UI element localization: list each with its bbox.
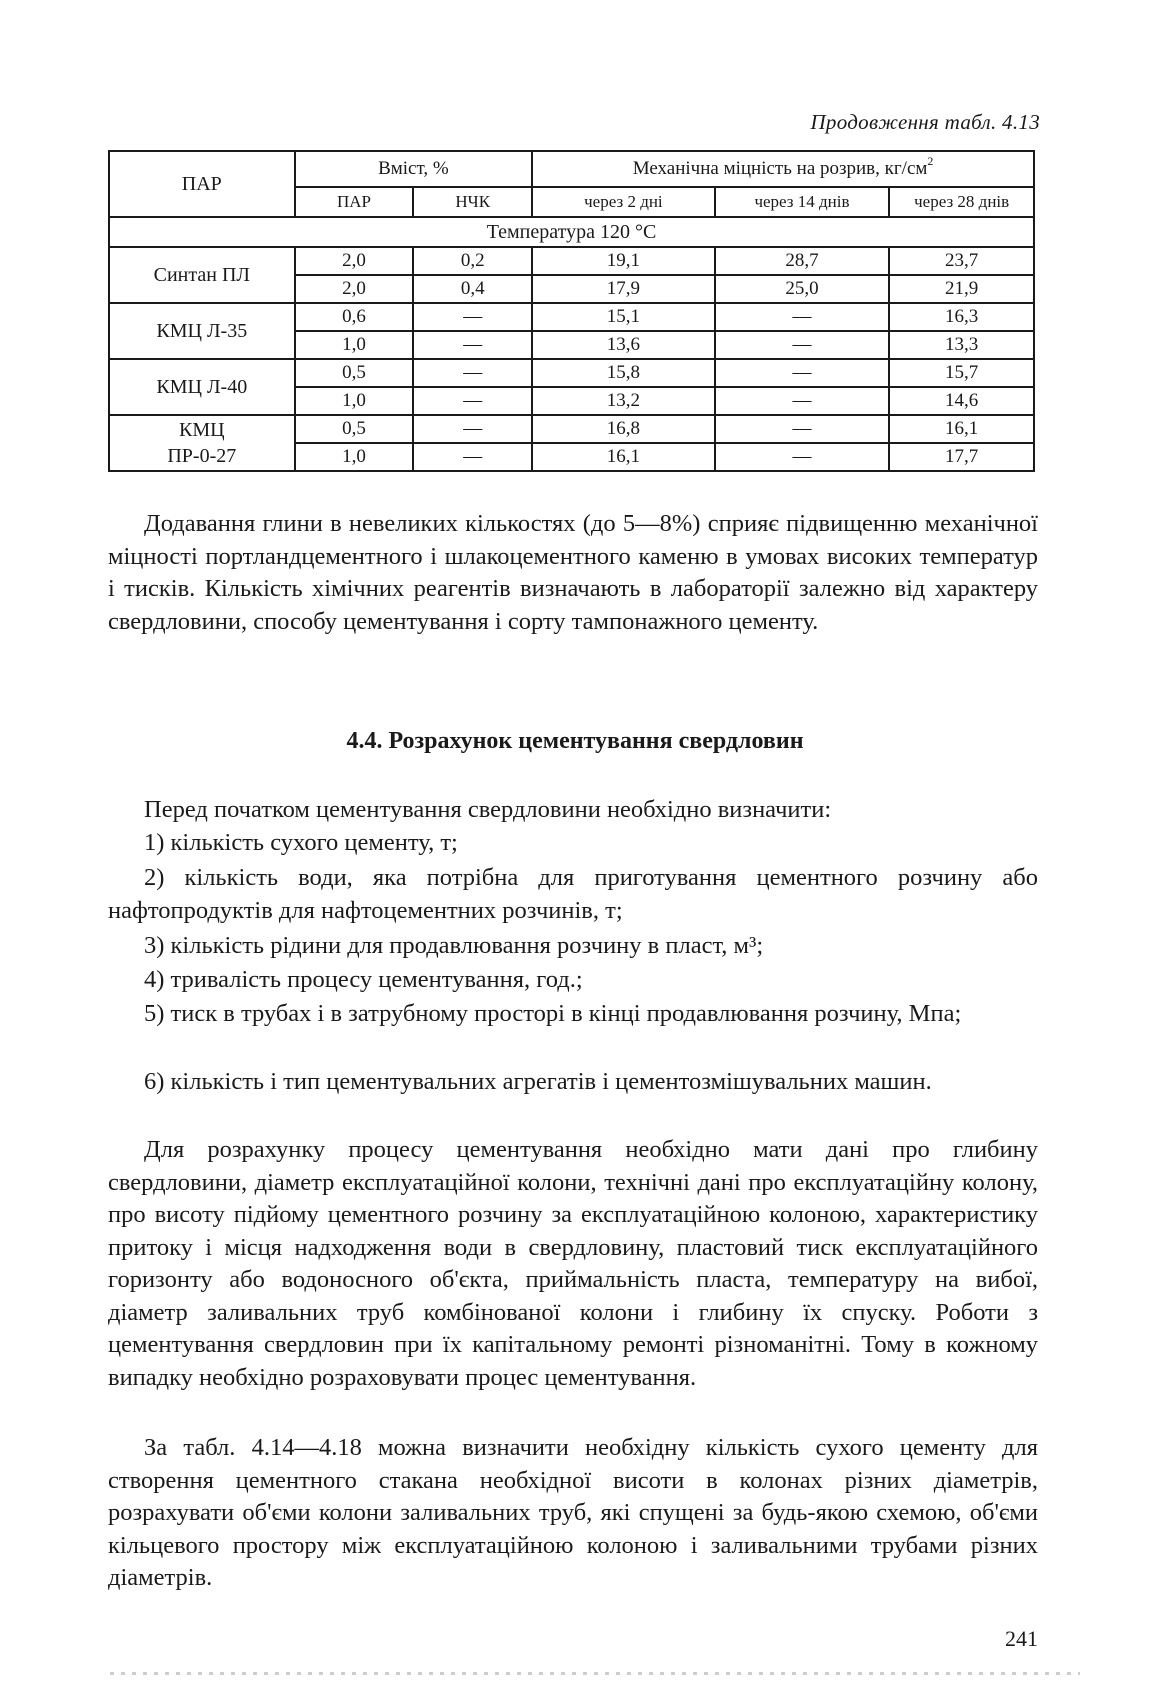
cell-d14: 28,7 (715, 247, 890, 275)
cell-d28: 15,7 (889, 359, 1034, 387)
table-caption: Продовження табл. 4.13 (810, 110, 1040, 134)
cell-nchk: 0,4 (413, 275, 532, 303)
group-name-line1: КМЦ (179, 419, 225, 441)
header-d14: через 14 днів (715, 187, 890, 217)
header-strength-sup: 2 (927, 154, 934, 168)
cell-d14: 25,0 (715, 275, 890, 303)
cell-nchk: — (413, 331, 532, 359)
cell-d2: 13,2 (532, 387, 715, 415)
cell-d14: — (715, 387, 890, 415)
cell-d14: — (715, 303, 890, 331)
cell-par: 1,0 (295, 387, 414, 415)
group-name: КМЦ Л-40 (109, 359, 295, 415)
cell-d14: — (715, 359, 890, 387)
list-item-5: 5) тиск в трубах і в затрубному просторі в кінці продавлювання розчину, Мпа; (144, 1000, 962, 1027)
cell-d28: 16,1 (889, 415, 1034, 443)
header-strength (532, 151, 1034, 187)
cell-d2: 16,8 (532, 415, 715, 443)
cell-par: 1,0 (295, 331, 414, 359)
cell-nchk: — (413, 387, 532, 415)
section-temperature: Температура 120 °С (109, 217, 1034, 247)
group-name: КМЦ Л-35 (109, 303, 295, 359)
list-item-1: 1) кількість сухого цементу, т; (144, 829, 458, 856)
cell-nchk: — (413, 415, 532, 443)
cell-d2: 15,8 (532, 359, 715, 387)
cell-d2: 13,6 (532, 331, 715, 359)
cell-d2: 16,1 (532, 443, 715, 471)
header-strength-label: Механічна міцність на розрив, кг/см (632, 158, 928, 179)
intro-text: Перед початком цементування свердловини необхідно визначити: (144, 796, 832, 823)
cell-nchk: — (413, 443, 532, 471)
paragraph-tables: За табл. 4.14—4.18 можна визначити необхідну кількість сухого цементу для створення цементного стакана необхідної висоти в колонах різних діаметрів, розрахувати об'єми колони заливальних труб, які спущені за будь-якою схемою, об'єми кільцевого простору між експлуатаційною колоною і заливальними трубами різних діаметрів. (108, 1434, 1038, 1591)
cell-d28: 23,7 (889, 247, 1034, 275)
cell-d14: — (715, 331, 890, 359)
table-row (109, 359, 1034, 387)
cell-d28: 16,3 (889, 303, 1034, 331)
paragraph-calculation: Для розрахунку процесу цементування необхідно мати дані про глибину свердловини, діаметр експлуатаційної колони, технічні дані про експлуатаційну колону, про висоту підйому цементного розчину за експлуатаційною колоною, характеристику притоку і місця надходження води в свердловину, пластовий тиск експлуатаційного горизонту або водоносного об'єкта, приймальність пласта, температуру на вибої, діаметр заливальних труб комбінованої колони і глибину їх спуску. Роботи з цементування свердловин при їх капітальному ремонті різноманітні. Тому в кожному випадку необхідно розраховувати процес цементування. (108, 1136, 1038, 1391)
page-number: 241 (1005, 1626, 1038, 1651)
cell-par: 2,0 (295, 275, 414, 303)
cell-d2: 15,1 (532, 303, 715, 331)
table-row (109, 247, 1034, 275)
table-row (109, 303, 1034, 331)
cell-d2: 17,9 (532, 275, 715, 303)
group-name: Синтан ПЛ (109, 247, 295, 303)
header-par: ПАР (109, 151, 295, 217)
paragraph-clay: Додавання глини в невеликих кількостях (до 5—8%) сприяє підвищенню механічної міцності портландцементного і шлакоцементного каменю в умовах високих температур і тисків. Кількість хімічних реагентів визначають в лабораторії залежно від характеру свердловини, способу цементування і сорту тампонажного цементу. (108, 510, 1038, 635)
cell-nchk: — (413, 359, 532, 387)
cell-d28: 13,3 (889, 331, 1034, 359)
header-d2: через 2 дні (532, 187, 715, 217)
group-name (109, 415, 295, 471)
cell-d28: 14,6 (889, 387, 1034, 415)
cell-d14: — (715, 443, 890, 471)
data-table (108, 150, 1035, 472)
group-name-line2: ПР-0-27 (167, 445, 237, 467)
cell-d28: 17,7 (889, 443, 1034, 471)
header-content: Вміст, % (295, 151, 533, 187)
cell-d2: 19,1 (532, 247, 715, 275)
cell-par: 2,0 (295, 247, 414, 275)
list-item-3: 3) кількість рідини для продавлювання розчину в пласт, м³; (144, 932, 764, 959)
header-d28: через 28 днів (889, 187, 1034, 217)
section-heading: 4.4. Розрахунок цементування свердловин (346, 728, 804, 754)
header-sub-par: ПАР (295, 187, 414, 217)
table-row (109, 415, 1034, 443)
list-item-2: 2) кількість води, яка потрібна для приготування цементного розчину або нафтопродуктів для нафтоцементних розчинів, т; (108, 864, 1038, 924)
list-item-6: 6) кількість і тип цементувальних агрегатів і цементозмішувальних машин. (144, 1068, 932, 1095)
cell-nchk: — (413, 303, 532, 331)
scan-artifact-line (110, 1672, 1080, 1675)
cell-par: 1,0 (295, 443, 414, 471)
cell-d14: — (715, 415, 890, 443)
header-sub-nchk: НЧК (413, 187, 532, 217)
cell-par: 0,5 (295, 359, 414, 387)
list-item-4: 4) тривалість процесу цементування, год.; (144, 966, 583, 993)
cell-par: 0,6 (295, 303, 414, 331)
cell-par: 0,5 (295, 415, 414, 443)
cell-d28: 21,9 (889, 275, 1034, 303)
cell-nchk: 0,2 (413, 247, 532, 275)
